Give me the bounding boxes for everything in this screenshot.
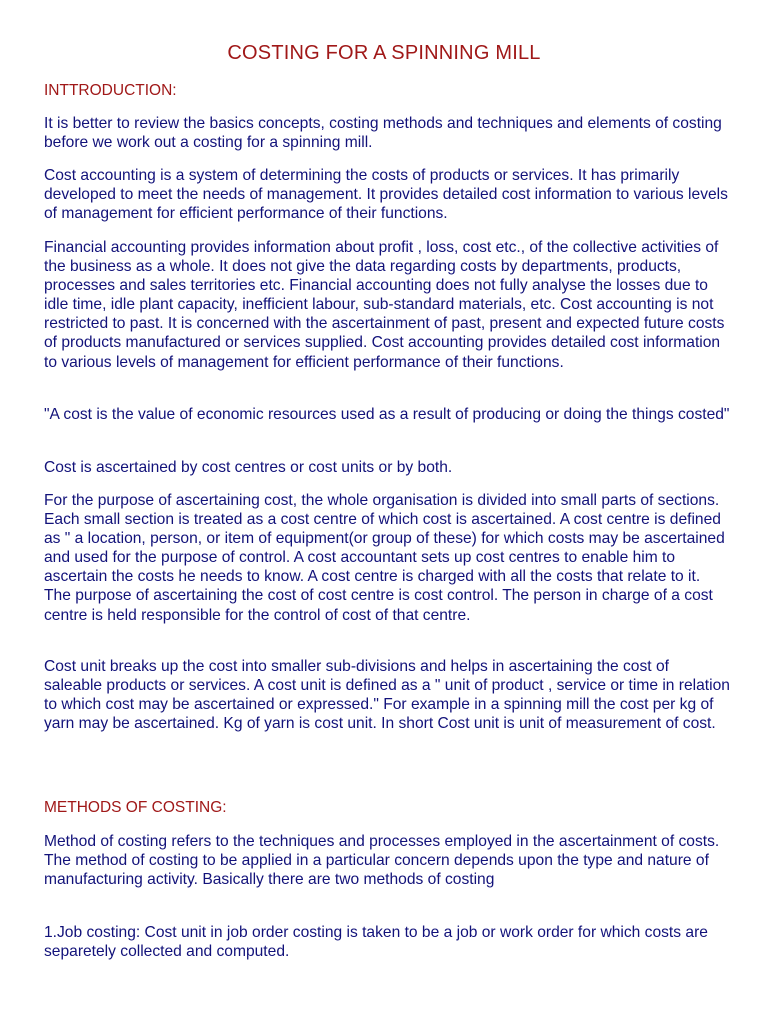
paragraph-financial-accounting: Financial accounting provides information about profit , loss, cost etc., of the collective activities of the business as a whole. It does not give the data regarding costs by departments, products, processes and sales territories etc. Financial accounting does not fully analyse the losses due to idle time, idle plant capacity, inefficient labour, sub-standard materials, etc. Cost accounting is not restricted to past. It is concerned with the ascertainment of past, present and expected future costs of products manufactured or services supplied. Cost accounting provides detailed cost information to various levels of management for efficient performance of their functions.	[44, 239, 725, 371]
document-title: COSTING FOR A SPINNING MILL	[227, 42, 541, 64]
section-heading-introduction: INTTRODUCTION:	[44, 82, 177, 99]
paragraph-cost-ascertained: Cost is ascertained by cost centres or cost units or by both.	[44, 459, 453, 476]
paragraph-intro-review: It is better to review the basics concepts, costing methods and techniques and elements of costing before we work out a costing for a spinning mill.	[44, 115, 722, 152]
paragraph-cost-unit: Cost unit breaks up the cost into smaller sub-divisions and helps in ascertaining the cost of saleable products or services. A cost unit is defined as a " unit of product , service or time in relation to which cost may be ascertained or expressed." For example in a spinning mill the cost per kg of yarn may be ascertained. Kg of yarn is cost unit. In short Cost unit is unit of measurement of cost.	[44, 658, 730, 733]
paragraph-job-costing: 1.Job costing: Cost unit in job order costing is taken to be a job or work order for which costs are separetely collected and computed.	[44, 924, 708, 961]
paragraph-cost-quote: "A cost is the value of economic resources used as a result of producing or doing the things costed"	[44, 406, 730, 423]
paragraph-methods-of-costing: Method of costing refers to the techniques and processes employed in the ascertainment of costs. The method of costing to be applied in a particular concern depends upon the type and nature of manufacturing activity. Basically there are two methods of costing	[44, 833, 720, 889]
paragraph-cost-accounting-definition: Cost accounting is a system of determining the costs of products or services. It has primarily developed to meet the needs of management. It provides detailed cost information to various levels of management for efficient performance of their functions.	[44, 167, 728, 223]
paragraph-cost-centre: For the purpose of ascertaining cost, the whole organisation is divided into small parts of sections. Each small section is treated as a cost centre of which cost is ascertained. A cost centre is defined as " a location, person, or item of equipment(or group of these) for which costs may be ascertained and used for the purpose of control. A cost accountant sets up cost centres to enable him to ascertain the costs he needs to know. A cost centre is charged with all the costs that relate to it. The purpose of ascertaining the cost of cost centre is cost control. The person in charge of a cost centre is held responsible for the control of cost of that centre.	[44, 492, 725, 624]
section-heading-methods: METHODS OF COSTING:	[44, 799, 227, 816]
